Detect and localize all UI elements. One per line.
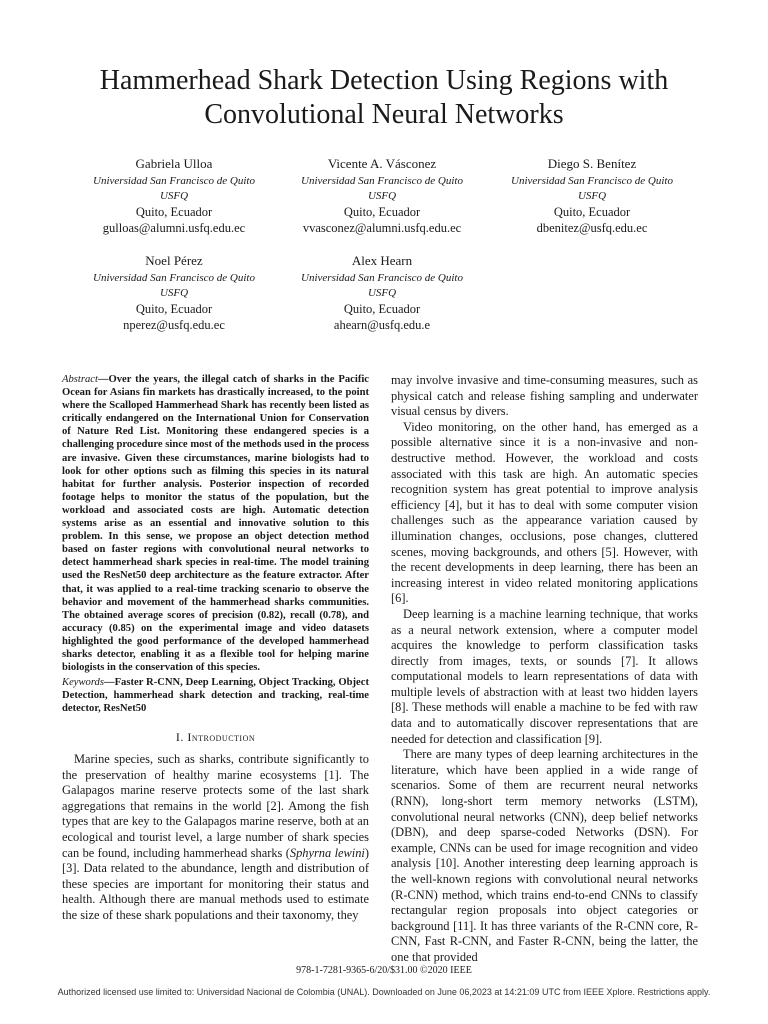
- author-block: [487, 156, 697, 236]
- abstract: [62, 373, 369, 674]
- author-city: Quito, Ecuador: [135, 302, 213, 316]
- license-notice: Authorized licensed use limited to: Universidad Nacional de Colombia (UNAL). Downloaded on June 06,2023 at 14:21:09 UTC from IEEE Xplore. Restrictions apply.: [57, 987, 711, 997]
- author-affiliation-short: USFQ: [159, 190, 189, 202]
- author-block: [277, 253, 487, 333]
- author-email: dbenitez@usfq.edu.ec: [536, 221, 648, 235]
- right-column: [391, 373, 698, 966]
- body-paragraph: There are many types of deep learning architectures in the literature, which have been applied in a wide range of scenarios. Some of them are recurrent neural networks (RNN), long-short term memory networks (LSTM), convolutional neural networks (CNN), deep belief networks (DBN), and deep sparse-coded Networks (DSN). For example, CNNs can be used for image recognition and video analysis [10]. Another interesting deep learning approach is the well-known regions with convolutional neural networks (R-CNN) method, which trains end-to-end CNNs to classify rectangular region proposals into object categories or background [11]. It has three variants of the R-CNN core, R-CNN, Fast R-CNN, and Faster R-CNN, being the latter, the one that provided: [391, 747, 698, 964]
- copyright-footer: 978-1-7281-9365-6/20/$31.00 ©2020 IEEE: [296, 965, 472, 976]
- author-block: [69, 253, 279, 333]
- author-name: Vicente A. Vásconez: [327, 156, 437, 171]
- author-email: nperez@usfq.edu.ec: [123, 318, 225, 332]
- author-affiliation-short: USFQ: [367, 190, 397, 202]
- author-block: [277, 156, 487, 236]
- keywords-label: Keywords: [62, 677, 104, 689]
- author-affiliation: Universidad San Francisco de Quito: [93, 175, 255, 187]
- species-name: Sphyrna lewini: [289, 845, 365, 860]
- abstract-text: —Over the years, the illegal catch of sharks in the Pacific Ocean for Asians fin markets has drastically increased, to the point where the Scalloped Hammerhead Shark has recently been listed as critically endangered on the International Union for Conservation of Nature Red List. Monitoring these endangered species is a challenging procedure since most of the methods used in the process are invasive. Given these circumstances, marine biologists had to look for other options such as filming this species in its natural habitat for further analysis. Posterior inspection of recorded footage helps to monitor the status of the population, but the workload and associated costs are high. Automatic detection systems arise as an essential and innovative solution to this problem. In this sense, we propose an object detection method based on faster regions with convolutional neural networks to detect hammerhead shark species in real-time. The model training used the ResNet50 deep architecture as the feature extractor. After that, it was applied to a real-time tracking scenario to observe the behavior and movement of the hammerhead sharks communities. The obtained average scores of precision (0.82), recall (0.78), and accuracy (0.85) on the experimental image and video datasets highlighted the good performance of the developed hammerhead sharks detector, enabling it as a flexible tool for helping marine biologists in the conservation of this species.: [62, 374, 369, 674]
- author-city: Quito, Ecuador: [553, 205, 631, 219]
- author-name: Alex Hearn: [351, 253, 413, 268]
- title-line-1: Hammerhead Shark Detection Using Regions with: [99, 65, 669, 96]
- author-city: Quito, Ecuador: [343, 302, 421, 316]
- author-city: Quito, Ecuador: [343, 205, 421, 219]
- author-affiliation-short: USFQ: [159, 287, 189, 299]
- section-heading: [62, 730, 369, 746]
- author-name: Gabriela Ulloa: [135, 156, 213, 171]
- keywords-text: —Faster R-CNN, Deep Learning, Object Tracking, Object Detection, hammerhead shark detection and tracking, real-time detector, ResNet50: [62, 677, 369, 715]
- section-title: Introduction: [187, 730, 256, 745]
- author-affiliation-short: USFQ: [577, 190, 607, 202]
- keywords: [62, 676, 369, 715]
- author-affiliation: Universidad San Francisco de Quito: [301, 272, 463, 284]
- author-city: Quito, Ecuador: [135, 205, 213, 219]
- author-name: Diego S. Benítez: [547, 156, 637, 171]
- author-affiliation: Universidad San Francisco de Quito: [93, 272, 255, 284]
- left-column: [62, 373, 369, 924]
- abstract-label: Abstract: [62, 374, 98, 385]
- paper-title: [40, 64, 728, 132]
- body-paragraph: may involve invasive and time-consuming measures, such as physical catch and release fishing sampling and underwater visual census by divers.: [391, 373, 698, 419]
- body-paragraph: Video monitoring, on the other hand, has emerged as a possible alternative since it is a non-invasive and non-destructive method. However, the workload and costs associated with this task are high. An automatic species recognition system has great potential to improve analysis efficiency [4], but it has to deal with some computer vision challenges such as the appearance variation caused by illumination changes, occlusions, pose changes, cluttered scenes, moving backgrounds, and others [5]. However, with the recent developments in deep learning, there has been an increasing interest in video related monitoring applications [6].: [391, 419, 698, 606]
- author-block: [69, 156, 279, 236]
- author-affiliation: Universidad San Francisco de Quito: [301, 175, 463, 187]
- author-email: vvasconez@alumni.usfq.edu.ec: [302, 221, 462, 235]
- title-line-2: Convolutional Neural Networks: [204, 99, 564, 130]
- intro-paragraph: [62, 752, 369, 924]
- author-name: Noel Pérez: [145, 253, 203, 268]
- paragraph-text: ) [3]. Data related to the abundance, length and distribution of these species are important for monitoring their status and health. Although there are manual methods used to estimate the size of these shark populations and their taxonomy, they: [62, 845, 369, 922]
- paragraph-text: Marine species, such as sharks, contribute significantly to the preservation of healthy marine ecosystems [1]. The Galapagos marine reserve protects some of the last shark aggregations that remains in the world [2]. Among the fish types that are key to the Galapagos marine reserve, both at an ecological and tourist level, a large number of shark species can be found, including hammerhead sharks (: [62, 752, 369, 860]
- section-numeral: I.: [175, 730, 188, 745]
- author-email: ahearn@usfq.edu.e: [333, 318, 431, 332]
- body-paragraph: Deep learning is a machine learning technique, that works as a neural network extension, where a computer model acquires the knowledge to perform classification tasks directly from images, texts, or sounds [7]. It allows computational models to learn representations of data with multiple levels of abstraction with at least two hidden layers [8]. These methods will enable a machine to be fed with raw data and to automatically discover representations that are needed for detection and classification [9].: [391, 606, 698, 746]
- author-affiliation: Universidad San Francisco de Quito: [511, 175, 673, 187]
- author-affiliation-short: USFQ: [367, 287, 397, 299]
- author-email: gulloas@alumni.usfq.edu.ec: [102, 221, 246, 235]
